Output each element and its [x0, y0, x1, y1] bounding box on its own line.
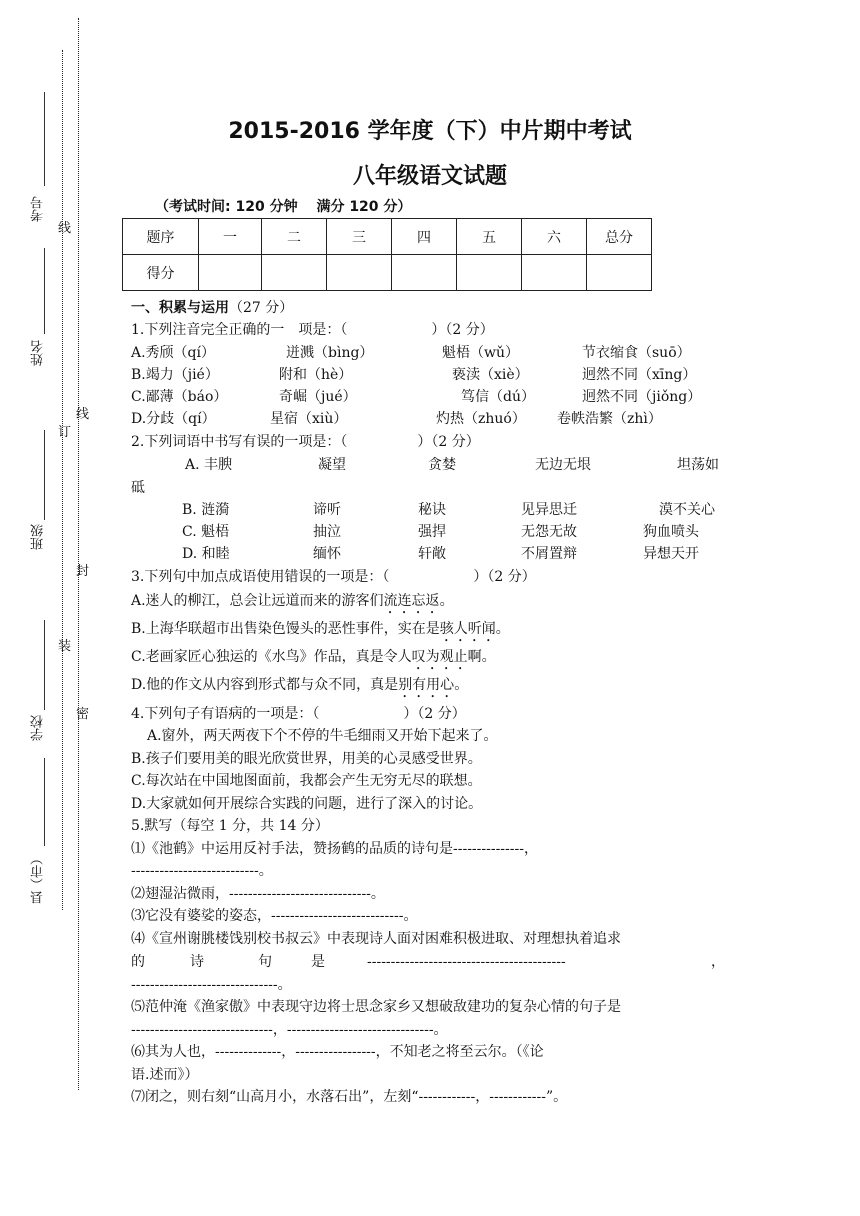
q2-option: 异想天开 — [643, 546, 699, 562]
xian-char-1: 线 — [58, 221, 72, 236]
q3-d-text: D.他的作文从内容到形式都与众不同，真是 — [131, 677, 399, 693]
q1-option: 奇崛（jué） — [279, 389, 357, 405]
score-cell[interactable] — [587, 255, 652, 291]
q5-line: ---------------------------。 — [131, 863, 273, 879]
q5-line: -------------------------------。 — [131, 977, 292, 993]
score-table — [122, 218, 652, 291]
q2-stem: 2.下列词语中书写有误的一项是：（ ）（2 分） — [131, 434, 480, 450]
exam-subtitle: 八年级语文试题 — [352, 164, 507, 189]
q2-option: 不屑置辩 — [521, 546, 577, 562]
q3-a-idiom: 流连忘返 — [383, 593, 440, 609]
q1-option: 笃信（dú） — [461, 389, 535, 405]
q4-option: A.窗外，两天两夜下个不停的牛毛细雨又开始下起来了。 — [147, 728, 498, 744]
section-heading-title: 一、积累与运用 — [131, 300, 229, 316]
q5-line: ------------------------------，-------------------------------。 — [131, 1022, 448, 1038]
q1-option: 灼热（zhuó） — [436, 411, 526, 427]
q5-stem: 5.默写（每空 1 分，共 14 分） — [131, 818, 329, 834]
q2-option: 漠不关心 — [659, 502, 715, 518]
q5-line: ⑴《池鹤》中运用反衬手法，赞扬鹤的品质的诗句是---------------， — [131, 841, 538, 857]
score-cell[interactable] — [522, 255, 587, 291]
kaohao-label: 考号 — [31, 196, 46, 222]
q1-option: 魁梧（wǔ） — [442, 345, 519, 361]
xingming-label: 姓名 — [31, 340, 46, 366]
xingming-blank — [44, 248, 45, 334]
q3-b-idiom: 骇人听闻 — [439, 621, 496, 637]
q5-line: ⑶它没有婆娑的姿态，----------------------------。 — [131, 908, 418, 924]
q3-b-end: 。 — [495, 621, 510, 637]
q5-line-spread — [131, 953, 725, 971]
score-cell[interactable] — [457, 255, 522, 291]
q5-line: ⑺闭之，则右刻“山高月小，水落石出”，左刻“------------，------------”。 — [131, 1089, 568, 1105]
q1-option: 亵渎（xiè） — [452, 367, 529, 383]
q2-option: B. 涟漪 — [182, 502, 230, 518]
xuexiao-blank — [44, 620, 45, 710]
score-cell[interactable] — [262, 255, 327, 291]
q2-option: 谛听 — [313, 502, 341, 518]
section-heading — [131, 299, 293, 317]
q3-d-end: 。 — [454, 677, 469, 693]
q1-option: 迥然不同（xīng） — [582, 367, 697, 383]
q2-option: D. 和睦 — [182, 546, 230, 562]
q3-option-d — [131, 676, 468, 701]
q3-d-idiom: 别有用心 — [398, 677, 455, 693]
score-cell[interactable] — [199, 255, 262, 291]
score-table-header-row — [123, 219, 652, 255]
score-header-cell: 六 — [522, 219, 587, 255]
q1-option: A.秀颀（qí） — [131, 345, 215, 361]
q2-option: 抽泣 — [313, 524, 341, 540]
q3-option-c — [131, 648, 496, 673]
q1-option: 迸溅（bìng） — [286, 345, 374, 361]
q4-option: B.孩子们要用美的眼光欣赏世界，用美的心灵感受世界。 — [131, 751, 482, 767]
xianshi-blank — [44, 758, 45, 846]
q2-option: 轩敞 — [418, 546, 446, 562]
score-header-cell: 三 — [327, 219, 392, 255]
q2-option-wrap: 砥 — [131, 480, 145, 496]
q4-option: D.大家就如何开展综合实践的问题，进行了深入的讨论。 — [131, 796, 483, 812]
xianshi-label: 县（市） — [31, 852, 46, 904]
q1-option: 星宿（xiù） — [270, 411, 348, 427]
q5-char: 是 — [311, 954, 325, 970]
q2-option: 贪婪 — [428, 457, 456, 473]
banji-label: 班级 — [31, 524, 46, 550]
exam-info: （考试时间: 120 分钟 满分 120 分） — [155, 199, 412, 215]
q5-line: ⑸范仲淹《渔家傲》中表现守边将士思念家乡又想破敌建功的复杂心情的句子是 — [131, 999, 621, 1015]
q5-char: 诗 — [190, 954, 204, 970]
q4-option: C.每次站在中国地图面前，我都会产生无穷无尽的联想。 — [131, 773, 482, 789]
q2-option: 见异思迁 — [521, 502, 577, 518]
q2-option: 秘诀 — [418, 502, 446, 518]
q4-stem: 4.下列句子有语病的一项是：（ ）（2 分） — [131, 706, 466, 722]
q5-line: ⑹其为人也，--------------，-----------------，不知老之将至云尔。（《论 — [131, 1044, 544, 1060]
section-heading-points: （27 分） — [229, 300, 294, 316]
q3-option-b — [131, 620, 510, 645]
q3-stem: 3.下列句中加点成语使用错误的一项是：（ ）（2 分） — [131, 569, 536, 585]
q2-option: 强捍 — [418, 524, 446, 540]
q5-line: 语.述而》） — [131, 1067, 199, 1083]
feng-char: 封 — [76, 564, 90, 579]
score-cell[interactable] — [327, 255, 392, 291]
q3-a-end: 。 — [439, 593, 454, 609]
q5-line: ⑵翅湿沾微雨，------------------------------。 — [131, 886, 385, 902]
q3-c-text: C.老画家匠心独运的《水鸟》作品，真是令人 — [131, 649, 412, 665]
ding-char: 订 — [58, 425, 72, 440]
mi-char: 密 — [76, 707, 90, 722]
q3-b-text: B.上海华联超市出售染色馒头的恶性事件，实在是 — [131, 621, 440, 637]
score-header-cell: 五 — [457, 219, 522, 255]
score-table-score-row — [123, 255, 652, 291]
xuexiao-label: 学校 — [31, 715, 46, 741]
q5-char: ， — [711, 954, 725, 970]
q5-line: ⑷《宣州谢朓楼饯别校书叔云》中表现诗人面对困难积极进取、对理想执着追求 — [131, 931, 621, 947]
q3-option-a — [131, 592, 454, 617]
q1-option: 迥然不同（jiǒng） — [582, 389, 702, 405]
q3-c-end: 啊。 — [467, 649, 496, 665]
exam-title: 2015-2016 学年度（下）中片期中考试 — [228, 119, 632, 144]
score-header-cell: 总分 — [587, 219, 652, 255]
q5-char: 的 — [131, 954, 145, 970]
q5-blank: ------------------------------------------ — [367, 954, 566, 970]
score-header-cell: 题序 — [123, 219, 199, 255]
q2-option: A. 丰腴 — [185, 457, 233, 473]
xian-char-2: 线 — [76, 407, 90, 422]
q5-char: 句 — [258, 954, 272, 970]
q2-option: 狗血喷头 — [643, 524, 699, 540]
zhuang-char: 装 — [58, 639, 72, 654]
q2-option: C. 魁梧 — [182, 524, 230, 540]
score-row-label: 得分 — [123, 255, 199, 291]
q1-option: D.分歧（qí） — [131, 411, 216, 427]
q2-option: 凝望 — [318, 457, 346, 473]
score-header-cell: 四 — [392, 219, 457, 255]
q1-option: B.竭力（jié） — [131, 367, 219, 383]
q1-option: 节衣缩食（suō） — [582, 345, 691, 361]
q2-option: 缅怀 — [313, 546, 341, 562]
q2-option: 无边无垠 — [535, 457, 591, 473]
banji-blank — [44, 430, 45, 520]
q3-c-idiom: 叹为观止 — [411, 649, 468, 665]
q3-a-text: A.迷人的柳江，总会让远道而来的游客们 — [131, 593, 384, 609]
q1-option: 卷帙浩繁（zhì） — [557, 411, 662, 427]
score-header-cell: 二 — [262, 219, 327, 255]
q2-option: 坦荡如 — [677, 457, 719, 473]
score-cell[interactable] — [392, 255, 457, 291]
score-header-cell: 一 — [199, 219, 262, 255]
q1-option: C.鄙薄（báo） — [131, 389, 228, 405]
q1-option: 附和（hè） — [279, 367, 353, 383]
q1-stem: 1.下列注音完全正确的一 项是：（ ）（2 分） — [131, 322, 494, 338]
q2-option: 无怨无故 — [521, 524, 577, 540]
